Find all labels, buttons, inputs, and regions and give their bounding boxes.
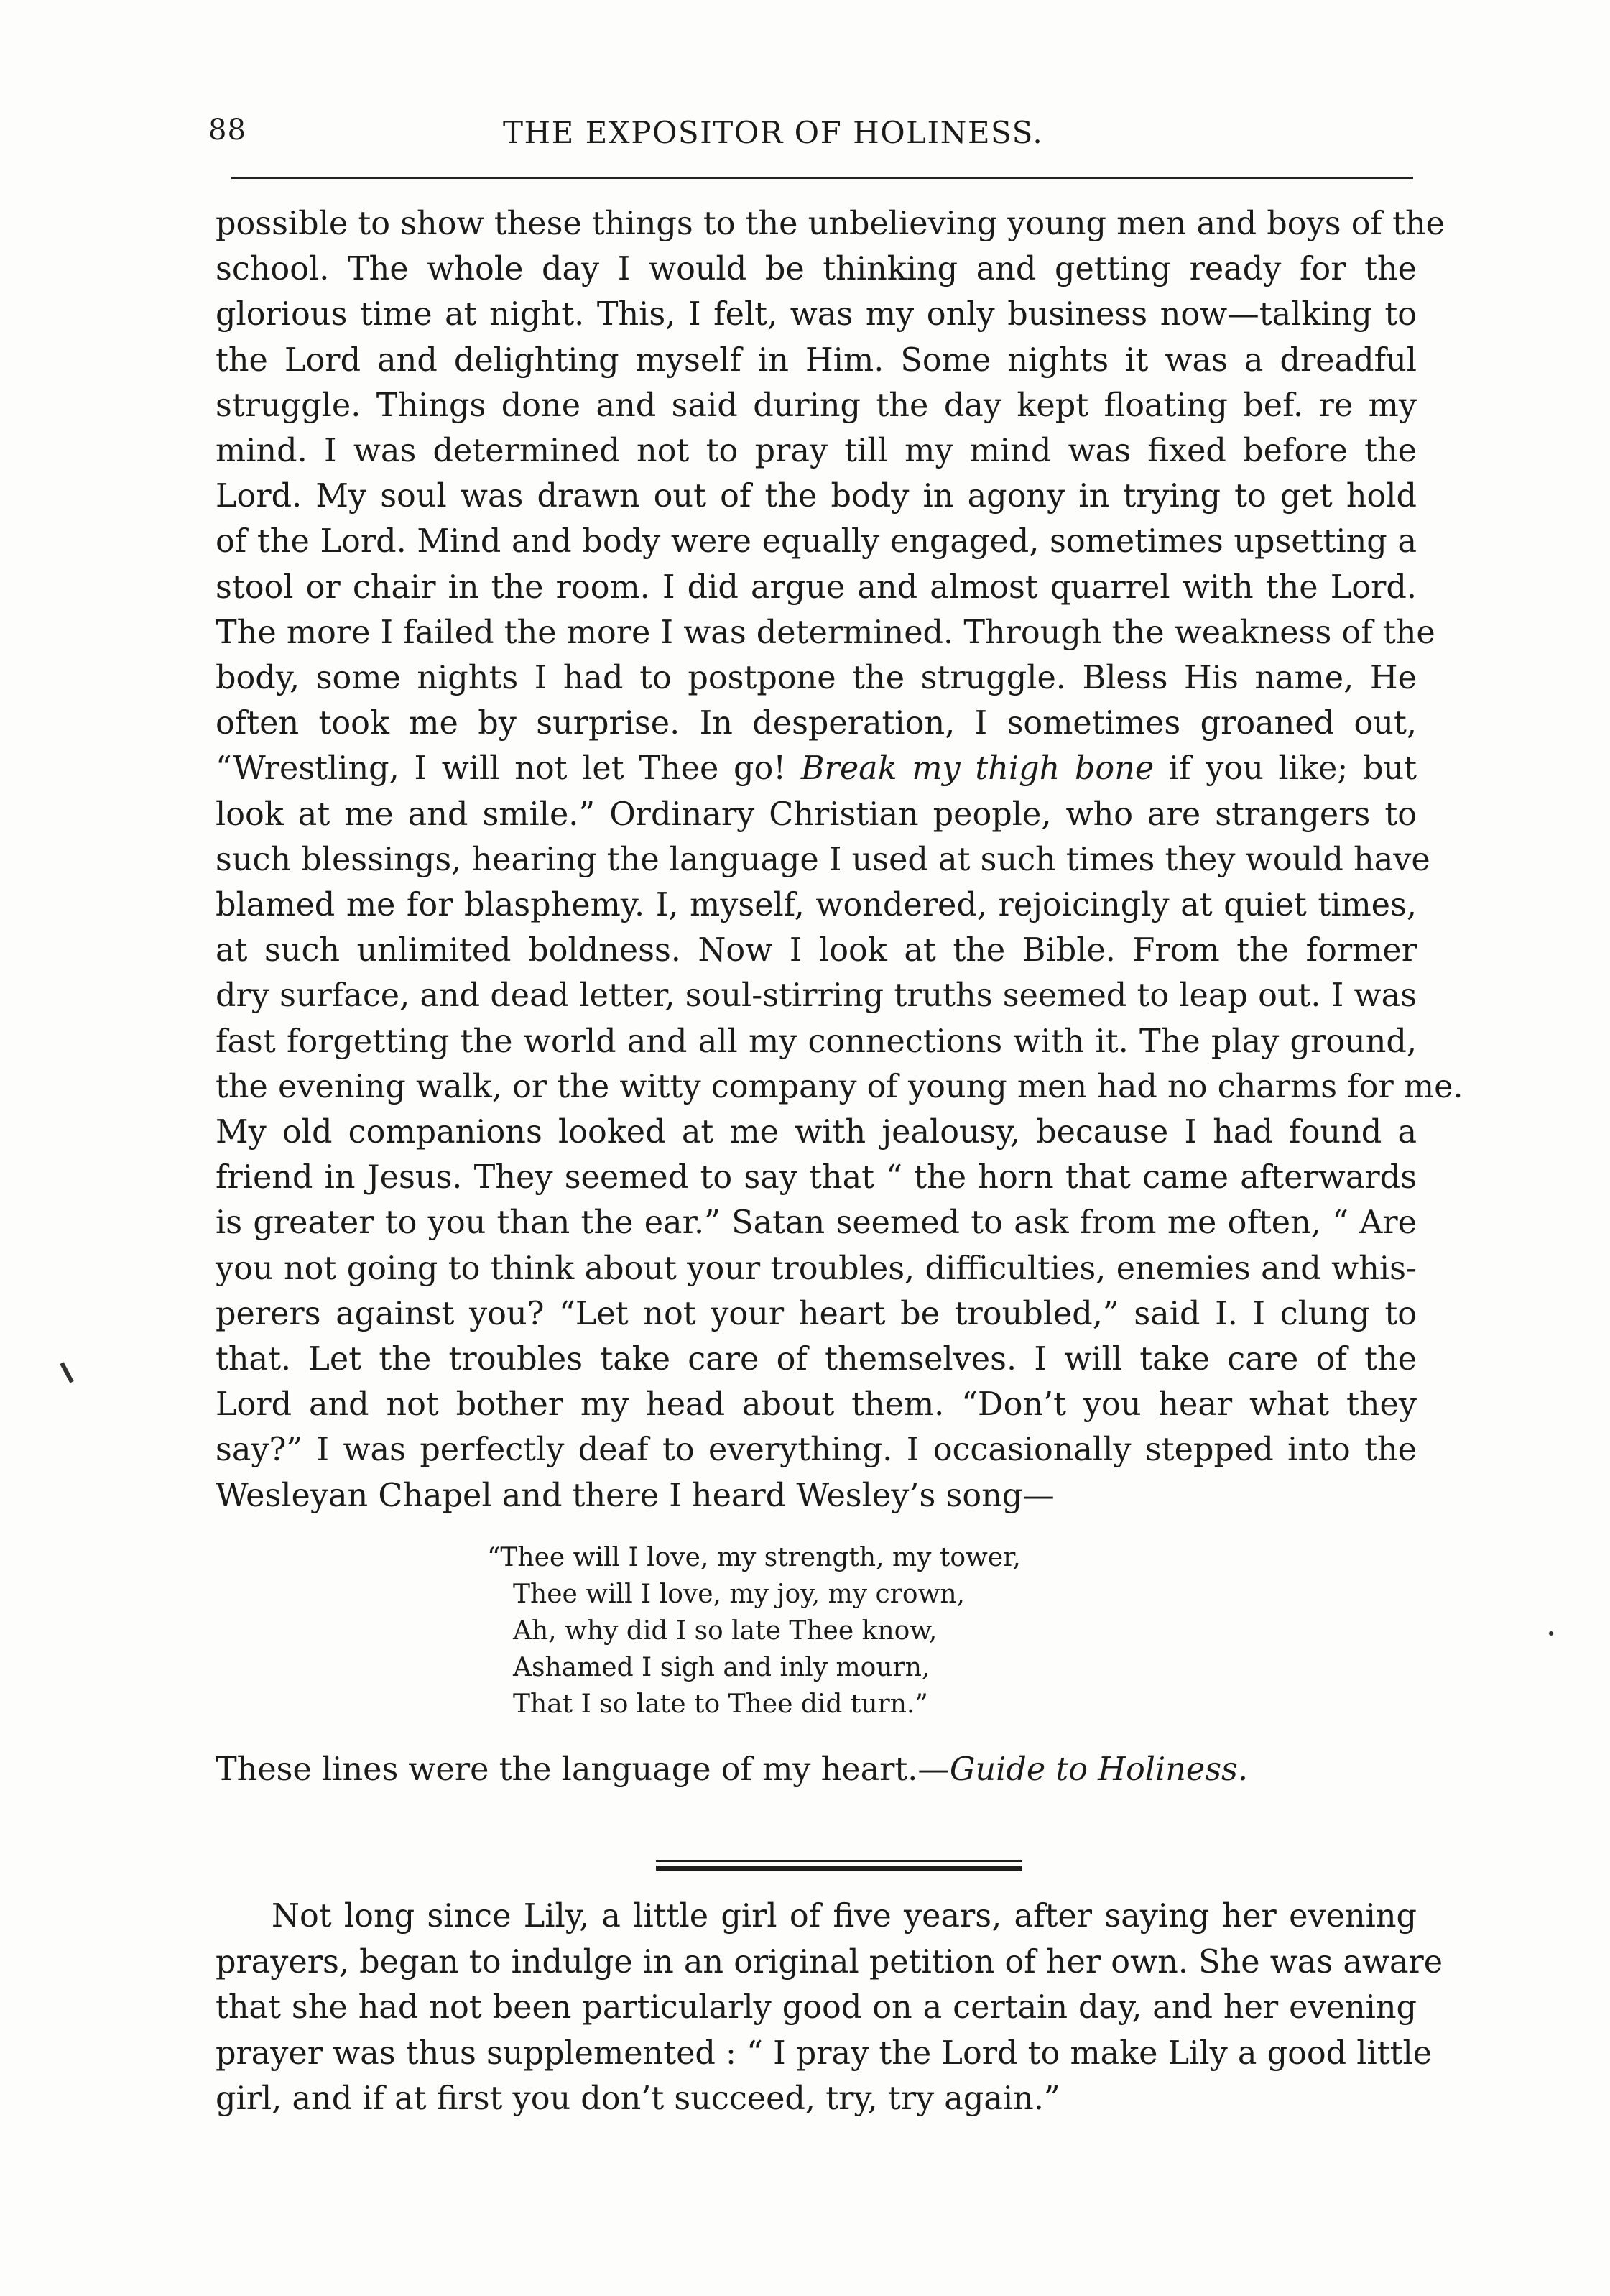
text-line: school. The whole day I would be thinking and getting ready for the <box>216 251 1417 288</box>
text-line: that. Let the troubles take care of themselves. I will take care of the <box>216 1341 1417 1378</box>
lily-anecdote-paragraph <box>216 1894 1443 2122</box>
source-citation: Guide to Holiness. <box>949 1751 1249 1788</box>
section-divider <box>656 1860 1022 1871</box>
text-line: perers against you? “Let not your heart be troubled,” said I. I clung to <box>216 1295 1417 1332</box>
text-line: body, some nights I had to postpone the struggle. Bless His name, He <box>216 660 1417 697</box>
text-line: mind. I was determined not to pray till my mind was fixed before the <box>216 433 1417 470</box>
poem-line: That I so late to Thee did turn.” <box>513 1689 928 1719</box>
margin-ink-mark <box>60 1362 73 1383</box>
text-line: prayer was thus supplemented : “ I pray the Lord to make Lily a good little <box>216 2034 1433 2072</box>
poem-line: “Thee will I love, my strength, my tower, <box>487 1543 1021 1572</box>
page-number: 88 <box>208 114 246 147</box>
wrestling-quote: “Wrestling, I will not let Thee go! <box>216 750 787 788</box>
text-line-italic-mixed <box>216 746 1417 791</box>
text-line: girl, and if at first you don’t succeed, try, try again.” <box>216 2080 1060 2117</box>
text-line: friend in Jesus. They seemed to say that “ the horn that came afterwards <box>216 1159 1417 1197</box>
text-line: often took me by surprise. In desperation, I sometimes groaned out, <box>216 705 1417 742</box>
text-line: blamed me for blasphemy. I, myself, wondered, rejoicingly at quiet times, <box>216 887 1417 924</box>
text-line: you not going to think about your troubles, difficulties, enemies and whis- <box>216 1250 1417 1287</box>
italic-phrase: Break my thigh bone <box>800 750 1155 788</box>
text-line: glorious time at night. This, I felt, was my only business now—talking to <box>216 296 1417 333</box>
text-line: The more I failed the more I was determined. Through the weakness of the <box>216 614 1435 651</box>
wesley-hymn-quote <box>487 1539 1021 1723</box>
text-line: Not long since Lily, a little girl of five years, after saying her evening <box>272 1898 1417 1935</box>
text-line: possible to show these things to the unbelieving young men and boys of the <box>216 206 1445 242</box>
text-line: My old companions looked at me with jealousy, because I had found a <box>216 1114 1417 1151</box>
divider-thin-rule <box>656 1860 1022 1862</box>
text-line: Lord. My soul was drawn out of the body in agony in trying to get hold <box>216 478 1417 515</box>
text-line: look at me and smile.” Ordinary Christian people, who are strangers to <box>216 796 1417 833</box>
text-line: that she had not been particularly good on a certain day, and her evening <box>216 1989 1417 2026</box>
text-line: dry surface, and dead letter, soul-stirring truths seemed to leap out. I was <box>216 977 1417 1015</box>
text-line: at such unlimited boldness. Now I look at the Bible. From the former <box>216 932 1417 969</box>
quote-tail: if you like; but <box>1154 750 1417 788</box>
poem-line: Ashamed I sigh and inly mourn, <box>513 1653 930 1682</box>
text-line: the Lord and delighting myself in Him. Some nights it was a dreadful <box>216 341 1417 379</box>
text-line: say?” I was perfectly deaf to everything. I occasionally stepped into the <box>216 1431 1417 1469</box>
poem-line: Ah, why did I so late Thee know, <box>513 1616 938 1646</box>
text-line: of the Lord. Mind and body were equally engaged, sometimes upsetting a <box>216 523 1417 561</box>
text-line: fast forgetting the world and all my connections with it. The play ground, <box>216 1023 1417 1060</box>
divider-thick-rule <box>656 1866 1022 1871</box>
source-text: These lines were the language of my heart.— <box>216 1751 950 1788</box>
source-attribution <box>216 1747 1248 1792</box>
text-line: Lord and not bother my head about them. “Don’t you hear what they <box>216 1386 1417 1424</box>
header-rule <box>231 177 1413 179</box>
text-line: Wesleyan Chapel and there I heard Wesley’s song— <box>216 1477 1055 1514</box>
text-line: stool or chair in the room. I did argue and almost quarrel with the Lord. <box>216 568 1417 606</box>
text-line: prayers, began to indulge in an original petition of her own. She was aware <box>216 1943 1443 1981</box>
ink-speck <box>1549 1631 1553 1636</box>
text-line: such blessings, hearing the language I used at such times they would have <box>216 841 1430 878</box>
text-line: is greater to you than the ear.” Satan seemed to ask from me often, “ Are <box>216 1204 1417 1242</box>
text-line: struggle. Things done and said during the day kept floating bef. re my <box>216 387 1417 424</box>
poem-line: Thee will I love, my joy, my crown, <box>513 1580 966 1609</box>
text-line: the evening walk, or the witty company of young men had no charms for me. <box>216 1068 1463 1105</box>
running-title: THE EXPOSITOR OF HOLINESS. <box>503 115 1044 150</box>
main-paragraph <box>216 201 1463 1518</box>
